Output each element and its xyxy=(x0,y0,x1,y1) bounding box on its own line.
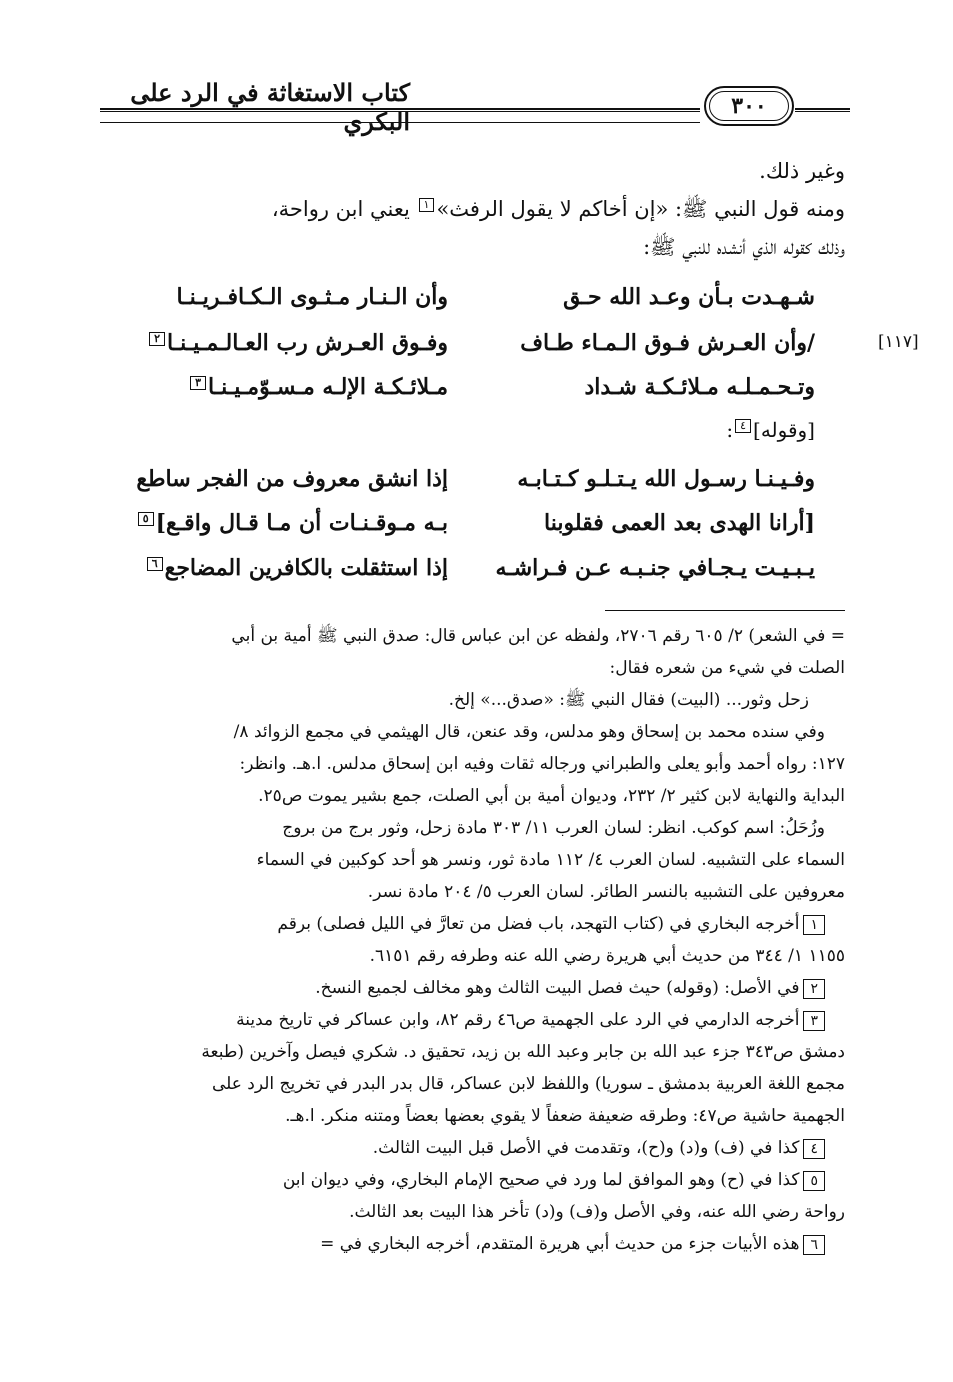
poem2-verse3-text: إذا استثقلت بالكافرين المضاجع xyxy=(164,555,448,581)
footnote-ref-5: ٥ xyxy=(138,512,154,526)
poem1-verse1-first-hemistich: شـهـدت بـأن وعـد الله حـق xyxy=(563,284,815,310)
intro-line-3: وذلك كقوله الذي أنشده للنبي ﷺ: xyxy=(643,235,845,259)
footnote-number-box: ٢ xyxy=(803,979,825,999)
footnote-line xyxy=(105,844,845,876)
footnote-line-text: = في الشعر) ٢/ ٦٠٥ رقم ٢٧٠٦، ولفظه عن ابن عباس قال: صدق النبي ﷺ أمية بن أبي xyxy=(231,626,845,646)
footnote-line xyxy=(105,812,845,844)
poem1-verse1-second-hemistich: وأن الـنـار مـثـوى الـكـافـريـنـا xyxy=(176,284,448,310)
footnote-4 xyxy=(105,1132,845,1164)
footnote-line-text: وفي سنده محمد بن إسحاق وهو مدلس، وقد عنعن، قال الهيثمي في مجمع الزوائد ٨/ xyxy=(233,722,825,742)
footnote-line xyxy=(105,652,845,684)
footnote-line xyxy=(105,716,845,748)
footnote-separator xyxy=(605,610,845,611)
footnote-line-text: دمشق ص٣٤٣ جزء عبد الله بن جابر وعبد الله بن زيد، تحقيق د. شكري فيصل وآخرين (طبعة xyxy=(201,1042,845,1062)
footnote-1 xyxy=(105,908,845,940)
intro-line-2-quote: ومنه قول النبي ﷺ: «إن أخاكم لا يقول الرفث» xyxy=(436,197,845,221)
footnote-5 xyxy=(105,1164,845,1196)
footnote-line-text: ١٢٧: رواه أحمد وأبو يعلى والطبراني ورجاله ثقات وفيه ابن إسحاق مدلس. ا.هـ. وانظر: xyxy=(239,754,845,774)
footnote-line-text: البداية والنهاية لابن كثير ٢/ ٢٣٢، وديوان أمية بن أبي الصلت، جمع بشير يموت ص٢٥. xyxy=(258,786,845,806)
margin-page-reference: [١١٧] xyxy=(878,332,919,352)
footnote-line-text: وزُحَلُ: اسم كوكب. انظر: لسان العرب ١١/ ٣٠٣ مادة زحل، وثور برج من بروج xyxy=(282,818,825,838)
footnote-line-text: هذه الأبيات جزء من حديث أبي هريرة المتقدم، أخرجه البخاري في = xyxy=(320,1234,800,1254)
footnote-line-text: في الأصل: (وقوله) حيث فصل البيت الثالث وهو مخالف لجميع النسخ. xyxy=(315,978,800,998)
page-number: ٣٠٠ xyxy=(704,86,794,126)
footnote-line-text: رواحة رضي الله عنه، وفي الأصل و(ف) و(د) تأخر هذا البيت بعد الثالث. xyxy=(349,1202,845,1222)
footnote-line-text: الجهمية حاشية ص٤٧: وطرقه ضعيفة ضعفاً لا يقوي بعضها بعضاً ومتنه منكر. ا.هـ. xyxy=(285,1106,845,1126)
footnote-ref-2: ٢ xyxy=(149,332,165,346)
poem2-verse2-first-hemistich: [أرانا الهدى بعد العمى فقلوبنا xyxy=(544,510,815,536)
footnote-number-box: ١ xyxy=(803,915,825,935)
footnote-line xyxy=(105,780,845,812)
footnote-3 xyxy=(105,1004,845,1036)
header-rule xyxy=(100,108,700,112)
footnote-line-text: الصلت في شيء من شعره فقال: xyxy=(609,658,845,678)
poem1-verse3-first-hemistich: وتـحـمـلـه مـلائـكـة شـداد xyxy=(584,374,815,400)
footnote-line-text: مجمع اللغة العربية بدمشق ـ سوريا) واللفظ لابن عساكر، قال بدر البدر في تخريج الرد على xyxy=(211,1074,845,1094)
footnote-line xyxy=(105,684,845,716)
footnote-line xyxy=(105,1100,845,1132)
intro-text xyxy=(105,152,845,266)
footnotes xyxy=(105,620,845,1260)
poem2-verse2-second-hemistich xyxy=(118,510,448,536)
interlude-colon: : xyxy=(726,418,734,442)
poem1-verse3-text: مـلائـكـة الإلـه مـسـوّمـيـنـا xyxy=(207,374,448,400)
footnote-line-text: معروفين على التشبيه بالنسر الطائر. لسان العرب ٥/ ٢٠٤ مادة نسر. xyxy=(367,882,845,902)
footnote-line xyxy=(105,620,845,652)
footnote-line-text: السماء على التشبيه. لسان العرب ٤/ ١١٢ مادة ثور، ونسر هو أحد كوكبين في السماء xyxy=(256,850,845,870)
book-title: كتاب الاستغاثة في الرد على البكري xyxy=(130,78,410,136)
intro-line-1: وغير ذلك. xyxy=(759,159,845,183)
header-rule-right xyxy=(795,108,850,112)
footnote-line-text: كذا في (ح) وهو الموافق لما ورد في صحيح الإمام البخاري، وفي ديوان ابن xyxy=(282,1170,800,1190)
poem1-verse2-first-hemistich: /وأن العـرش فـوق الـمـاء طـاف xyxy=(520,330,815,356)
footnote-line-text: كذا في (ف) و(د) و(ح)، وتقدمت في الأصل قبل البيت الثالث. xyxy=(372,1138,800,1158)
interlude xyxy=(495,418,815,442)
footnote-number-box: ٦ xyxy=(803,1235,825,1255)
footnote-ref-6: ٦ xyxy=(147,557,163,571)
footnote-line-text: زحل وثور... (البيت) فقال النبي ﷺ: «صدق...» إلخ. xyxy=(448,690,809,710)
footnote-number-box: ٥ xyxy=(803,1171,825,1191)
poem1-verse3-second-hemistich xyxy=(118,374,448,400)
footnote-number-box: ٣ xyxy=(803,1011,825,1031)
poem1-verse2-second-hemistich xyxy=(118,330,448,356)
poem1-verse2-text: وفـوق العـرش رب العـالـمـيـنـا xyxy=(167,330,448,356)
footnote-6 xyxy=(105,1228,845,1260)
poem2-verse3-second-hemistich xyxy=(118,555,448,581)
footnote-line xyxy=(105,1068,845,1100)
intro-line-2 xyxy=(105,190,845,228)
footnote-number-box: ٤ xyxy=(803,1139,825,1159)
footnote-2 xyxy=(105,972,845,1004)
poem2-verse1-first-hemistich: وفـيـنـا رسـول الله يـتـلـو كـتـابـه xyxy=(517,466,815,492)
footnote-ref-4: ٤ xyxy=(735,419,751,433)
footnote-ref-3: ٣ xyxy=(190,376,206,390)
footnote-line xyxy=(105,940,845,972)
footnote-line-text: أخرجه الدارمي في الرد على الجهمية ص٤٦ رقم ٨٢، وابن عساكر في تاريخ مدينة xyxy=(236,1010,800,1030)
footnote-line xyxy=(105,748,845,780)
poem2-verse2-text: بـه مـوقـنـات أن مـا قـال واقـع] xyxy=(155,510,448,536)
intro-line-2-tail: يعني ابن رواحة، xyxy=(271,197,417,221)
footnote-line xyxy=(105,1196,845,1228)
footnote-line-text: أخرجه البخاري في (كتاب التهجد، باب فضل من تعارَّ في الليل فصلى) برقم xyxy=(277,914,800,934)
page-header xyxy=(100,72,850,136)
poem2-verse1-second-hemistich: إذا انشق معروف من الفجر ساطع xyxy=(136,466,448,492)
footnote-line xyxy=(105,876,845,908)
footnote-ref-1: ١ xyxy=(419,198,435,212)
header-rule-thin xyxy=(100,122,700,123)
footnote-line-text: ١١٥٥ ١/ ٣٤٤ من حديث أبي هريرة رضي الله عنه وطرفه رقم ٦١٥١. xyxy=(369,946,845,966)
footnote-line xyxy=(105,1036,845,1068)
interlude-text: [وقوله] xyxy=(753,418,815,442)
poem2-verse3-first-hemistich: يـبـيـت يـجـافي جنـبـه عـن فـراشـه xyxy=(495,555,815,581)
